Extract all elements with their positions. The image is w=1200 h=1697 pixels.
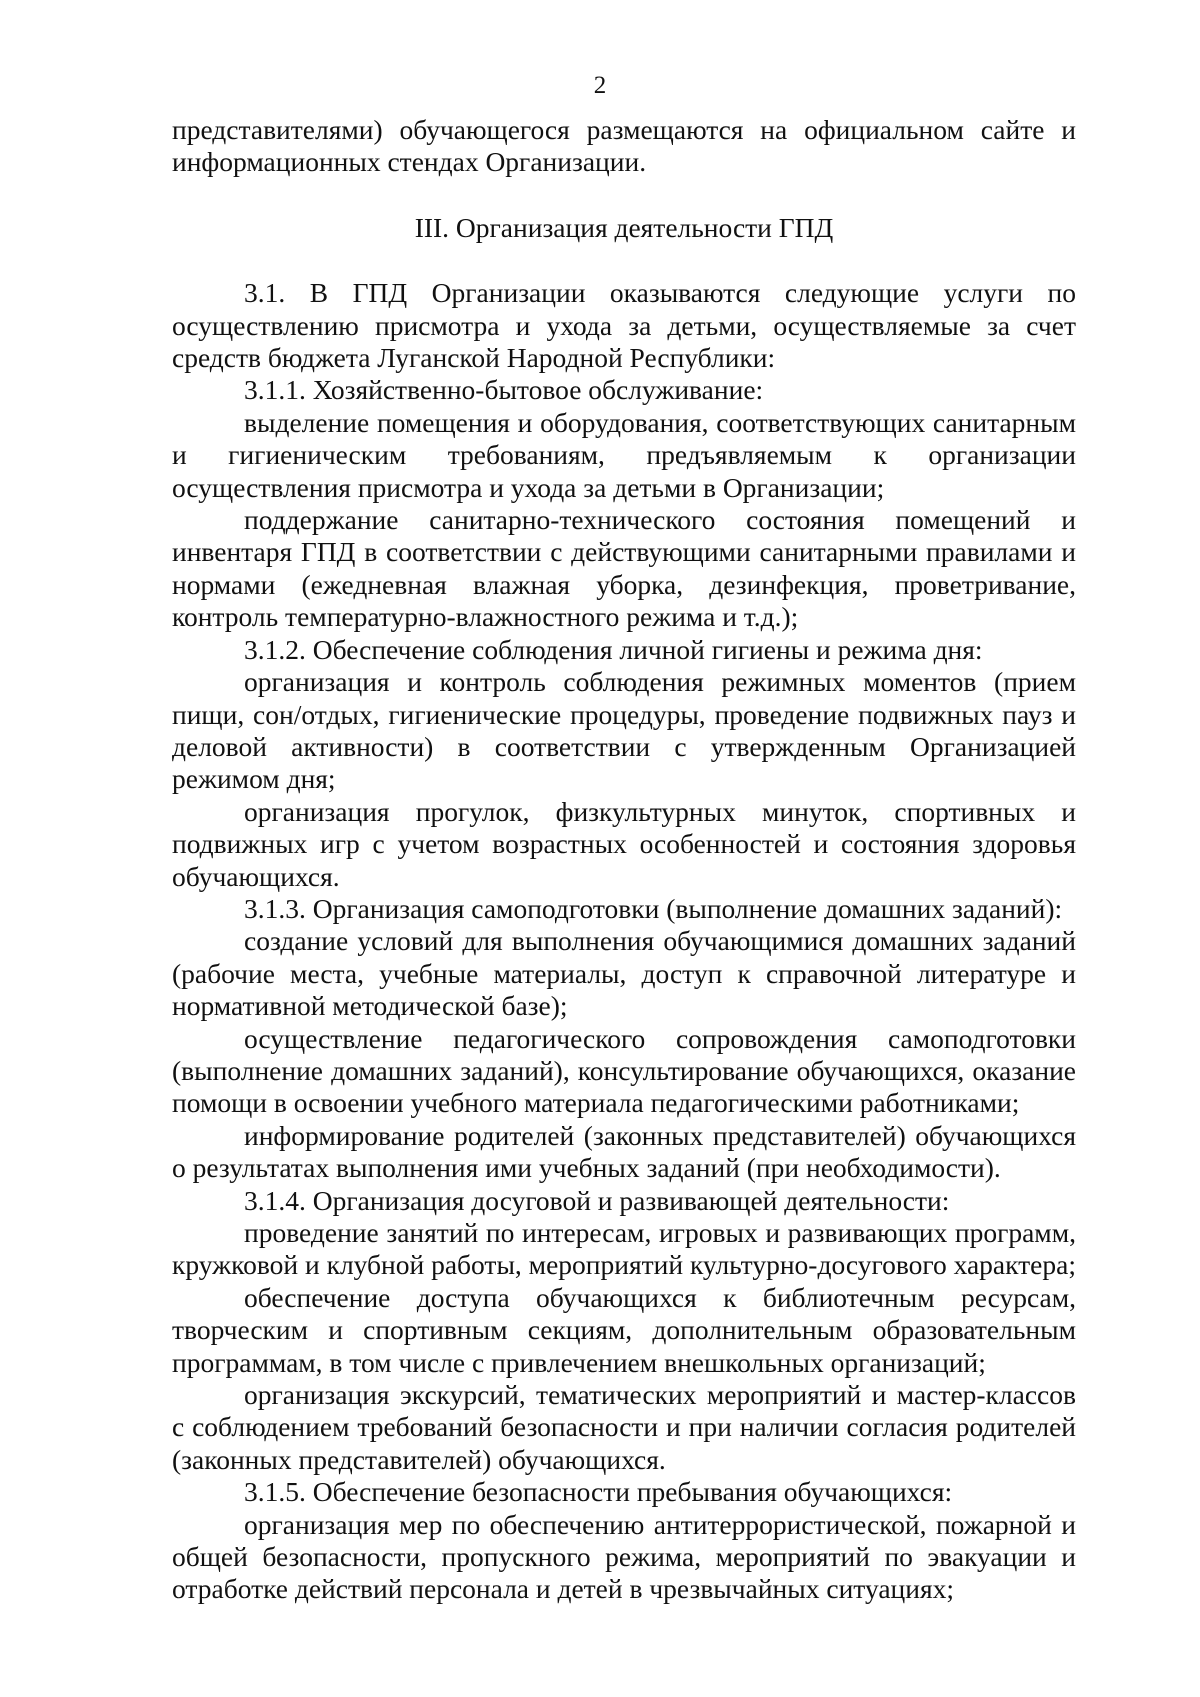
paragraph: организация мер по обеспечению антитеррористической, пожарной и общей безопасности, пропускного режима, мероприятий по эвакуации и отработке действий персонала и детей в чрезвычайных ситуациях;: [172, 1508, 1076, 1605]
paragraph: организация экскурсий, тематических мероприятий и мастер-классов с соблюдением требований безопасности и при наличии согласия родителей (законных представителей) обучающихся.: [172, 1379, 1076, 1475]
section-heading: III. Организация деятельности ГПД: [414, 211, 834, 243]
page-number: 2: [593, 72, 607, 99]
paragraph-3-1-5: 3.1.5. Обеспечение безопасности пребывания обучающихся:: [244, 1476, 953, 1508]
paragraph: осуществление педагогического сопровождения самоподготовки (выполнение домашних заданий), консультирование обучающихся, оказание помощи в освоении учебного материала педагогическими работниками;: [172, 1022, 1076, 1119]
paragraph-continuation: представителями) обучающегося размещаются на официальном сайте и информационных стендах Организации.: [172, 114, 1076, 178]
paragraph-3-1-1: 3.1.1. Хозяйственно-бытовое обслуживание:: [244, 374, 764, 406]
paragraph: проведение занятий по интересам, игровых и развивающих программ, кружковой и клубной работы, мероприятий культурно-досугового характера;: [172, 1217, 1076, 1281]
paragraph: организация прогулок, физкультурных минуток, спортивных и подвижных игр с учетом возрастных особенностей и состояния здоровья обучающихся.: [172, 795, 1076, 892]
paragraph-3-1: 3.1. В ГПД Организации оказываются следующие услуги по осуществлению присмотра и ухода за детьми, осуществляемые за счет средств бюджета Луганской Народной Республики:: [172, 277, 1076, 374]
paragraph-3-1-2: 3.1.2. Обеспечение соблюдения личной гигиены и режима дня:: [244, 633, 983, 665]
document-body: [172, 114, 1076, 1606]
paragraph: обеспечение доступа обучающихся к библиотечным ресурсам, творческим и спортивным секциям, дополнительным образовательным программам, в том числе с привлечением внешкольных организаций;: [172, 1281, 1076, 1378]
paragraph: выделение помещения и оборудования, соответствующих санитарным и гигиеническим требованиям, предъявляемым к организации осуществления присмотра и ухода за детьми в Организации;: [172, 406, 1076, 503]
paragraph: организация и контроль соблюдения режимных моментов (прием пищи, сон/отдых, гигиенические процедуры, проведение подвижных пауз и деловой активности) в соответствии с утвержденным Организацией режимом дня;: [172, 666, 1076, 795]
paragraph: поддержание санитарно-технического состояния помещений и инвентаря ГПД в соответствии с действующими санитарными правилами и нормами (ежедневная влажная уборка, дезинфекция, проветривание, контроль температурно-влажностного режима и т.д.);: [172, 504, 1076, 633]
paragraph: информирование родителей (законных представителей) обучающихся о результатах выполнения ими учебных заданий (при необходимости).: [172, 1119, 1076, 1184]
paragraph-3-1-3: 3.1.3. Организация самоподготовки (выполнение домашних заданий):: [244, 892, 1063, 924]
paragraph: создание условий для выполнения обучающимися домашних заданий (рабочие места, учебные материалы, доступ к справочной литературе и нормативной методической базе);: [172, 925, 1076, 1022]
paragraph-3-1-4: 3.1.4. Организация досуговой и развивающей деятельности:: [244, 1184, 950, 1216]
